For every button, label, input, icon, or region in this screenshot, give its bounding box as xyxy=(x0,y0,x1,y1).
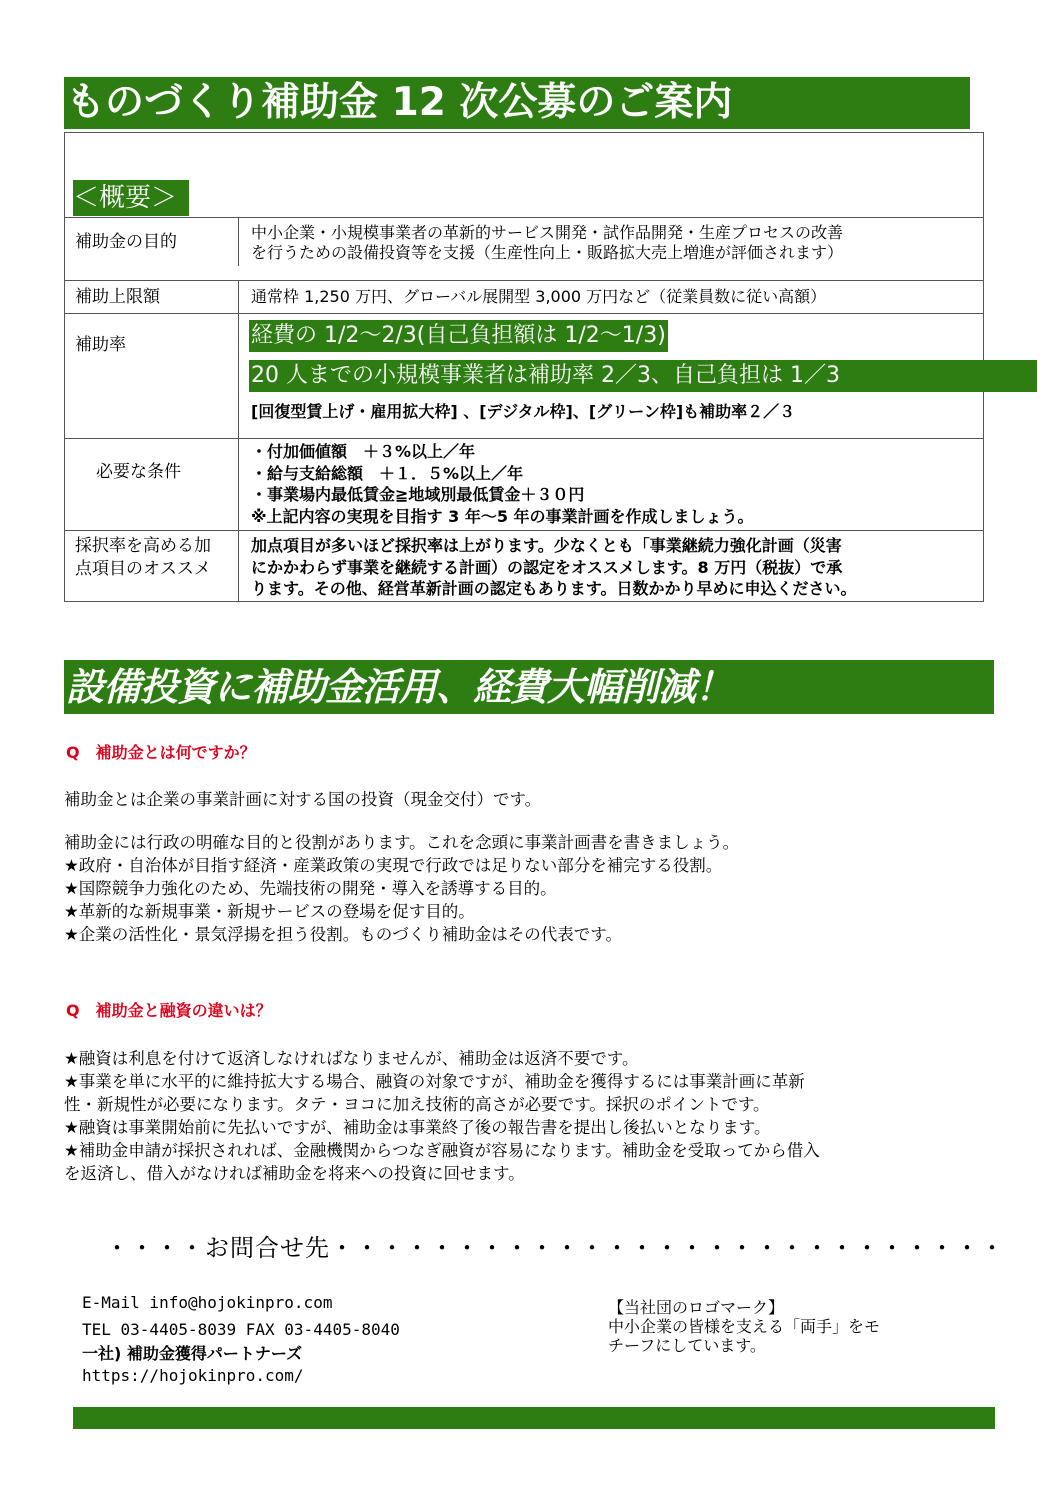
rate-highlight-2: 20 人までの小規模事業者は補助率 2／3、自己負担は 1／3 xyxy=(249,360,1037,392)
contact-url[interactable]: https://hojokinpro.com/ xyxy=(82,1366,304,1385)
bonus-line-3: ります。その他、経営革新計画の認定もあります。日数かかり早めに申込ください。 xyxy=(251,579,857,598)
logo-note-line: 中小企業の皆様を支える「両手」をモ xyxy=(608,1317,881,1336)
q1-line: ★革新的な新規事業・新規サービスの登場を促す目的。 xyxy=(64,902,475,921)
q2-body xyxy=(64,1047,820,1185)
q2-line: ★融資は事業開始前に先払いですが、補助金は事業終了後の報告書を提出し後払いとなります。 xyxy=(64,1118,771,1137)
condition-line-1: ・付加価値額 ＋３%以上／年 xyxy=(251,442,476,461)
answer-text: 補助金とは企業の事業計画に対する国の投資（現金交付）です。 xyxy=(64,790,542,809)
row-label: 補助上限額 xyxy=(64,281,239,313)
overview-row-conditions xyxy=(64,438,984,530)
overview-row-limit xyxy=(64,280,984,313)
bonus-label-line-2: 点項目のオススメ xyxy=(75,559,211,579)
q2-line: ★事業を単に水平的に維持拡大する場合、融資の対象ですが、補助金を獲得するには事業計画に革新 xyxy=(64,1072,805,1091)
row-content xyxy=(251,287,978,307)
question-heading: Q 補助金と融資の違いは？ xyxy=(66,1001,272,1020)
q2-line: ★融資は利息を付けて返済しなければなりませんが、補助金は返済不要です。 xyxy=(64,1049,639,1068)
overview-row-rate xyxy=(64,313,984,438)
q2-line: を返済し、借入がなければ補助金を将来への投資に回せます。 xyxy=(64,1164,525,1183)
logo-note-line: チーフにしています。 xyxy=(608,1336,766,1355)
logo-note-title: 【当社団のロゴマーク】 xyxy=(608,1298,785,1317)
q1-line: ★企業の活性化・景気浮揚を担う役割。ものづくり補助金はその代表です。 xyxy=(64,925,622,944)
q2-line: ★補助金申請が採択されれば、金融機関からつなぎ融資が容易になります。補助金を受取ってから借入 xyxy=(64,1141,820,1160)
row-label: 補助金の目的 xyxy=(64,218,239,266)
footer-bar xyxy=(73,1407,995,1429)
purpose-line-1: 中小企業・小規模事業者の革新的サービス開発・試作品開発・生産プロセスの改善 xyxy=(251,223,844,242)
q1-line: ★政府・自治体が目指す経済・産業政策の実現で行政では足りない部分を補完する役割。 xyxy=(64,856,723,875)
logo-note xyxy=(608,1298,880,1355)
section-banner: 設備投資に補助金活用、経費大幅削減！ xyxy=(64,660,994,714)
row-label xyxy=(64,531,239,602)
condition-line-3: ・事業場内最低賃金≧地域別最低賃金＋３０円 xyxy=(251,485,585,504)
condition-line-4: ※上記内容の実現を目指す 3 年～5 年の事業計画を作成しましょう。 xyxy=(251,506,754,526)
contact-email[interactable]: E-Mail info@hojokinpro.com xyxy=(82,1293,333,1312)
purpose-line-2: を行うための設備投資等を支援（生産性向上・販路拡大売上増進が評価されます） xyxy=(251,243,844,262)
rate-highlight-1: 経費の 1/2～2/3(自己負担額は 1/2～1/3) xyxy=(249,320,668,352)
row-content xyxy=(251,441,978,527)
row-label: 必要な条件 xyxy=(64,439,239,530)
row-content xyxy=(249,320,978,422)
page-title: ものづくり補助金 12 次公募のご案内 xyxy=(64,77,970,129)
bonus-line-1: 加点項目が多いほど採択率は上がります。少なくとも「事業継続力強化計画（災害 xyxy=(251,536,842,555)
rate-note: [回復型賃上げ・雇用拡大枠] 、[デジタル枠]、[グリーン枠]も補助率２／３ xyxy=(251,402,796,421)
bonus-label-line-1: 採択率を高める加 xyxy=(75,536,211,556)
condition-line-2: ・給与支給総額 ＋１．５%以上／年 xyxy=(251,463,524,483)
row-label: 補助率 xyxy=(64,314,239,438)
q1-line: 補助金には行政の明確な目的と役割があります。これを念頭に事業計画書を書きましょう。 xyxy=(64,833,740,852)
row-content xyxy=(251,223,978,263)
overview-row-purpose xyxy=(64,217,984,266)
q1-body xyxy=(64,831,739,946)
contact-tel-fax: TEL 03-4405-8039 FAX 03-4405-8040 xyxy=(82,1320,400,1339)
row-content xyxy=(251,535,978,600)
limit-line: 通常枠 1,250 万円、グローバル展開型 3,000 万円など（従業員数に従い高額） xyxy=(251,287,827,306)
bonus-line-2: にかかわらず事業を継続する計画）の認定をオススメします。8 万円（税抜）で承 xyxy=(251,557,843,577)
question-heading: Q 補助金とは何ですか？ xyxy=(66,743,256,762)
contact-org: 一社) 補助金獲得パートナーズ xyxy=(82,1344,303,1363)
q2-line: 性・新規性が必要になります。タテ・ヨコに加え技術的高さが必要です。採択のポイントです。 xyxy=(64,1095,770,1114)
q1-line: ★国際競争力強化のため、先端技術の開発・導入を誘導する目的。 xyxy=(64,879,557,898)
contact-heading: ・・・・お問合せ先・・・・・・・・・・・・・・・・・・・・・・・・・・・ xyxy=(105,1234,1005,1262)
overview-heading: ＜概要＞ xyxy=(73,180,189,216)
overview-row-bonus xyxy=(64,530,984,602)
